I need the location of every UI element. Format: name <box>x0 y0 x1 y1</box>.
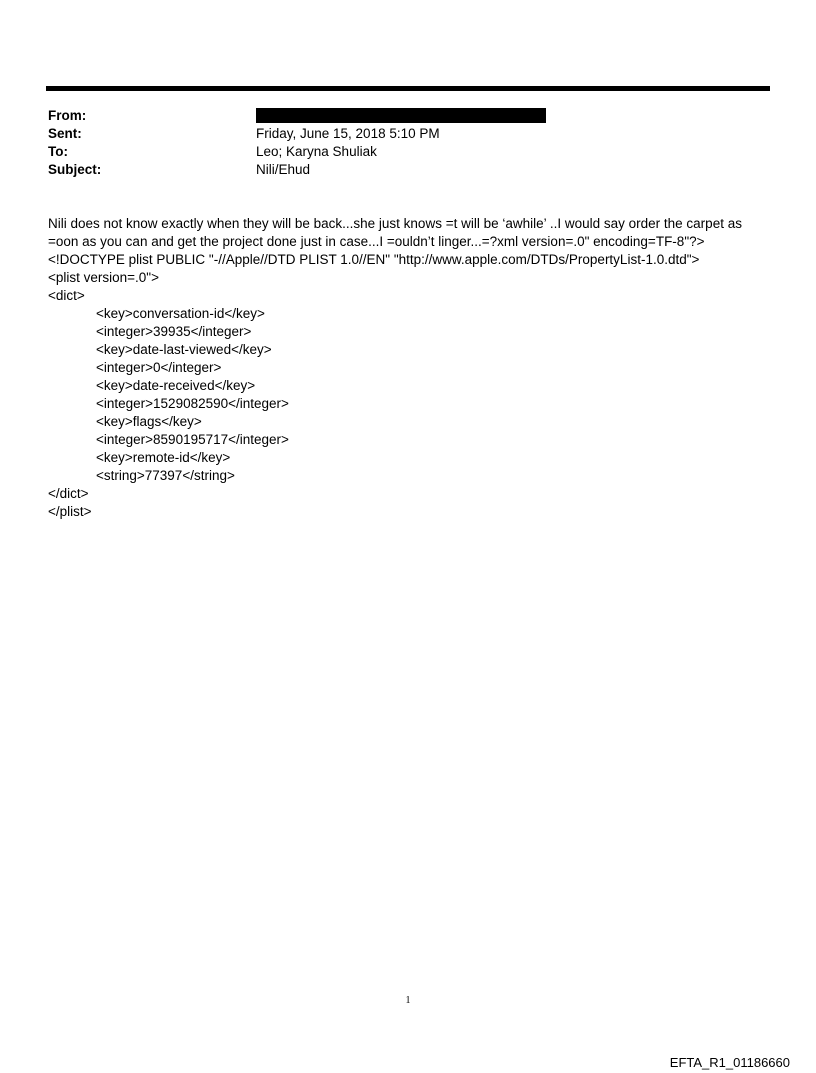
email-body <box>48 215 768 521</box>
to-label: To: <box>48 144 68 159</box>
from-redaction-bar <box>256 108 546 123</box>
from-label: From: <box>48 108 87 123</box>
doctype-line: <!DOCTYPE plist PUBLIC "-//Apple//DTD PLIST 1.0//EN" "http://www.apple.com/DTDs/PropertyList-1.0.dtd"> <box>48 252 700 267</box>
dict-entry-line: <key>date-last-viewed</key> <box>96 342 272 357</box>
plist-close-line: </plist> <box>48 504 92 519</box>
subject-value: Nili/Ehud <box>256 162 311 177</box>
subject-label: Subject: <box>48 162 102 177</box>
dict-close-line: </dict> <box>48 486 89 501</box>
plist-open-line: <plist version=.0"> <box>48 270 159 285</box>
from-row <box>48 107 748 125</box>
header-rule <box>46 86 770 91</box>
document-id: EFTA_R1_01186660 <box>669 1055 790 1070</box>
dict-entry-line: <integer>39935</integer> <box>96 324 252 339</box>
body-paragraph-line: =oon as you can and get the project done just in case...I =ouldn’t linger...=?xml version=.0" encoding=TF-8"?> <box>48 234 705 249</box>
page-number: 1 <box>405 995 411 1006</box>
sent-label: Sent: <box>48 126 82 141</box>
body-paragraph-line: Nili does not know exactly when they will be back...she just knows =t will be ‘awhile’ ..I would say order the carpet as <box>48 216 742 231</box>
subject-row <box>48 161 748 179</box>
to-value: Leo; Karyna Shuliak <box>256 144 377 159</box>
dict-entry-line: <key>flags</key> <box>96 414 202 429</box>
dict-entry-line: <integer>0</integer> <box>96 360 222 375</box>
sent-row <box>48 125 748 143</box>
dict-entry-line: <integer>1529082590</integer> <box>96 396 289 411</box>
dict-entry-line: <key>conversation-id</key> <box>96 306 265 321</box>
dict-entry-line: <key>remote-id</key> <box>96 450 231 465</box>
dict-entry-line: <key>date-received</key> <box>96 378 256 393</box>
dict-entry-line: <integer>8590195717</integer> <box>96 432 289 447</box>
dict-open-line: <dict> <box>48 288 85 303</box>
email-header <box>48 107 748 179</box>
dict-entry-line: <string>77397</string> <box>96 468 235 483</box>
sent-value: Friday, June 15, 2018 5:10 PM <box>256 126 440 141</box>
to-row <box>48 143 748 161</box>
